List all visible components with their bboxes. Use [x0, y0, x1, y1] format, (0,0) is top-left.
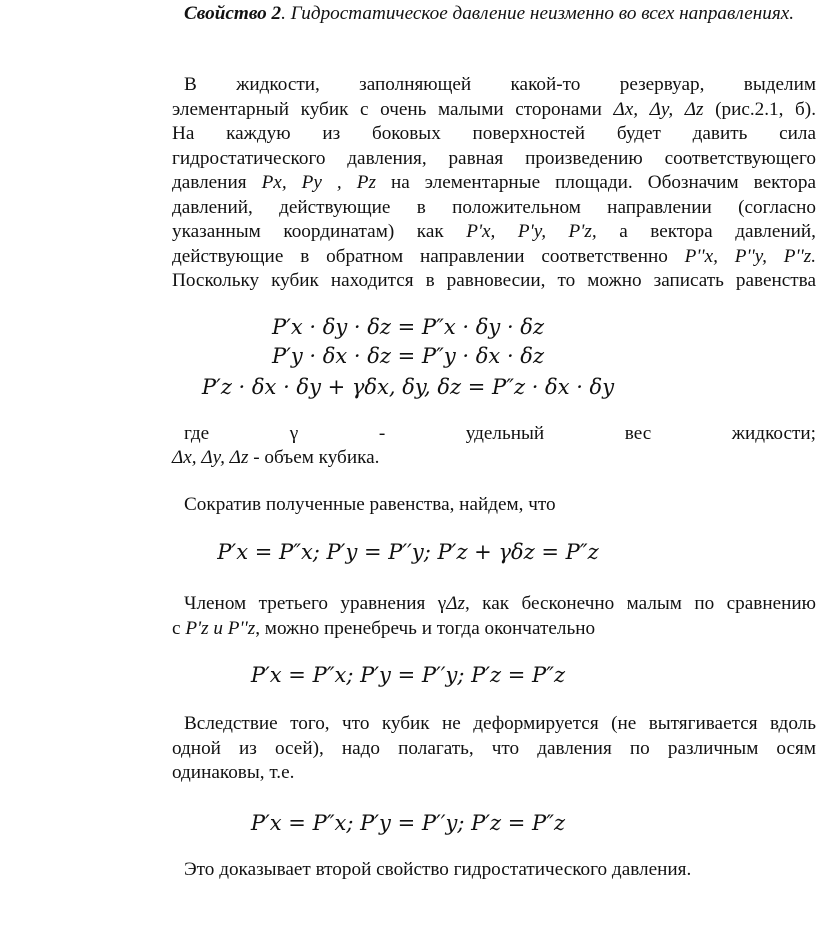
paragraph-cube — [172, 73, 816, 294]
property-title: Свойство 2 — [184, 3, 282, 24]
volume-vars: Δx, Δy, Δz — [172, 447, 249, 468]
property-text: . Гидростатическое давление неизменно во всех направлениях. — [281, 3, 795, 24]
para1-line7: указанным координатам) как — [172, 221, 467, 242]
para1-line4: гидростатического давления, равная произведению соответствующего — [172, 147, 816, 169]
reduce-paragraph — [172, 493, 816, 518]
weight-word: вес — [624, 423, 652, 444]
conclusion-line3: одинаковы, т.е. — [172, 762, 295, 783]
third-line1: Членом третьего уравнения γ — [184, 593, 447, 614]
negative-pressure-vars: P''x, P''y, P''z. — [684, 245, 816, 267]
third-term-paragraph — [172, 592, 816, 641]
equation-z: P′z · δx · δy + γδx, δy, δz = P″z · δx · δy — [201, 375, 615, 399]
pressure-vars: Px, Py , Pz — [261, 172, 376, 193]
specific-word: удельный — [465, 423, 545, 444]
final-paragraph — [172, 858, 816, 883]
liquid-word: жидкости; — [731, 423, 816, 444]
positive-pressure-vars: P'x, P'y, P'z, — [466, 221, 597, 242]
para1-line9: Поскольку кубик находится в равновесии, то можно записать равенства — [172, 270, 816, 291]
para1-line6: давлений, действующие в положительном направлении (согласно — [172, 196, 816, 218]
cube-sides-vars: Δx, Δy, Δz — [613, 98, 704, 120]
volume-text: - объем кубика. — [248, 447, 380, 468]
volume-line — [172, 446, 816, 471]
dash: - — [378, 423, 386, 444]
conclusion-line2: одной из осей), надо полагать, что давления по различным осям — [172, 737, 816, 759]
para1-line2-end: (рис.2.1, б). — [703, 98, 816, 120]
para1-line8: действующие в обратном направлении соответственно — [172, 245, 685, 267]
para1-line5: давления — [172, 172, 262, 193]
where-text — [172, 422, 816, 447]
para1-line1: В жидкости, заполняющей какой-то резервуар, выделим — [184, 74, 816, 95]
conclusion-paragraph — [172, 712, 816, 786]
pz-vars: P'z и P''z — [185, 617, 256, 639]
third-line2: с — [172, 617, 186, 639]
para1-line7-end: а вектора давлений, — [596, 221, 816, 242]
para1-line5-end: на элементарные площади. Обозначим вектора — [375, 172, 816, 193]
para1-line2: элементарный кубик с очень малыми сторонами — [172, 98, 614, 120]
para1-line3: На каждую из боковых поверхностей будет давить сила — [172, 123, 816, 144]
where-word: где — [184, 423, 210, 444]
third-line2-end: , можно пренебречь и тогда окончательно — [255, 617, 596, 639]
gamma-symbol: γ — [289, 423, 299, 444]
equation-x: P′x · δy · δz = P″x · δy · δz — [271, 315, 545, 339]
equation-final-2: P′x = P″x; P′y = P′′y; P′z = P″z — [250, 811, 566, 835]
conclusion-line1: Вследствие того, что кубик не деформируется (не вытягивается вдоль — [184, 713, 816, 734]
equation-final-1: P′x = P″x; P′y = P′′y; P′z = P″z — [250, 663, 566, 687]
equation-reduced: P′x = P″x; P′y = P′′y; P′z + γδz = P″z — [217, 540, 599, 564]
third-line1-end: , как бесконечно малым по сравнению — [464, 593, 816, 614]
property-statement — [172, 2, 816, 27]
equation-y: P′y · δx · δz = P″y · δx · δz — [271, 344, 545, 368]
reduce-text: Сократив полученные равенства, найдем, что — [184, 494, 556, 515]
final-text: Это доказывает второй свойство гидростатического давления. — [184, 859, 692, 880]
dz-var: Δz — [446, 593, 465, 614]
